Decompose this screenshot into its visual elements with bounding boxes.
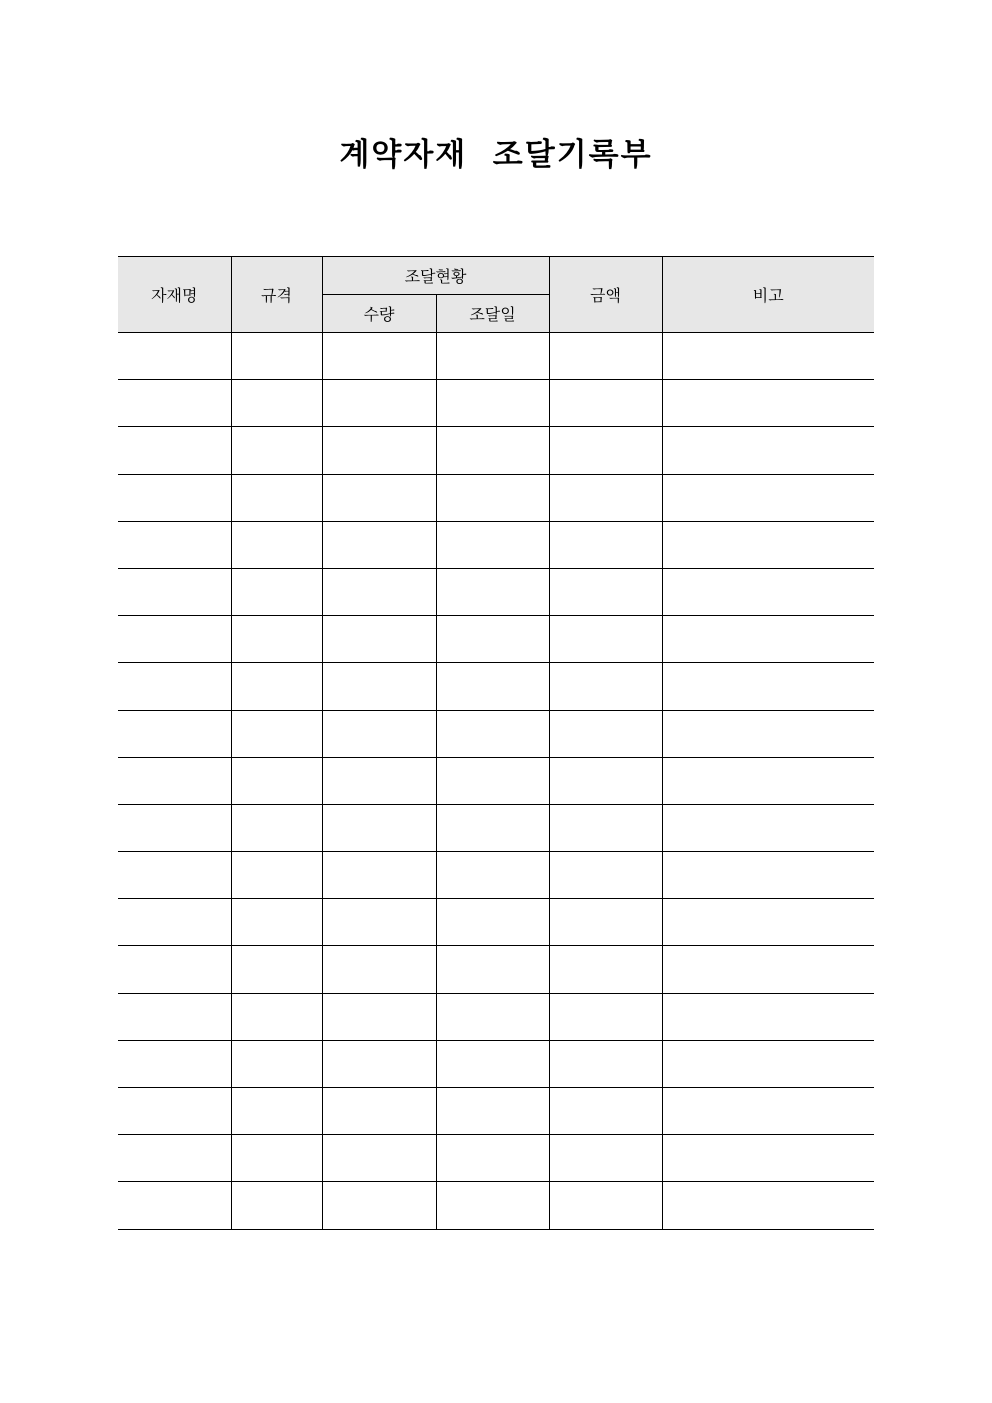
cell-spec[interactable]	[231, 852, 322, 899]
cell-spec[interactable]	[231, 710, 322, 757]
cell-spec[interactable]	[231, 804, 322, 851]
cell-delivery-date[interactable]	[436, 852, 549, 899]
table-row	[118, 333, 874, 380]
cell-material-name[interactable]	[118, 899, 231, 946]
cell-amount[interactable]	[549, 663, 662, 710]
cell-amount[interactable]	[549, 946, 662, 993]
cell-spec[interactable]	[231, 1182, 322, 1229]
table-row	[118, 946, 874, 993]
cell-spec[interactable]	[231, 1135, 322, 1182]
document-title: 계약자재 조달기록부	[339, 137, 653, 173]
cell-remarks[interactable]	[662, 899, 874, 946]
cell-quantity[interactable]	[322, 1135, 436, 1182]
cell-material-name[interactable]	[118, 1182, 231, 1229]
cell-quantity[interactable]	[322, 663, 436, 710]
header-delivery-date: 조달일	[436, 295, 549, 333]
cell-delivery-date[interactable]	[436, 380, 549, 427]
cell-amount[interactable]	[549, 568, 662, 615]
cell-quantity[interactable]	[322, 757, 436, 804]
cell-amount[interactable]	[549, 993, 662, 1040]
cell-remarks[interactable]	[662, 616, 874, 663]
table-row	[118, 710, 874, 757]
cell-spec[interactable]	[231, 333, 322, 380]
cell-quantity[interactable]	[322, 804, 436, 851]
cell-amount[interactable]	[549, 1182, 662, 1229]
table-row	[118, 663, 874, 710]
cell-amount[interactable]	[549, 757, 662, 804]
cell-delivery-date[interactable]	[436, 1135, 549, 1182]
cell-amount[interactable]	[549, 1088, 662, 1135]
cell-quantity[interactable]	[322, 899, 436, 946]
cell-material-name[interactable]	[118, 1088, 231, 1135]
cell-quantity[interactable]	[322, 1088, 436, 1135]
cell-delivery-date[interactable]	[436, 804, 549, 851]
cell-spec[interactable]	[231, 380, 322, 427]
cell-delivery-date[interactable]	[436, 1040, 549, 1087]
cell-material-name[interactable]	[118, 616, 231, 663]
table-row	[118, 616, 874, 663]
cell-amount[interactable]	[549, 1040, 662, 1087]
cell-material-name[interactable]	[118, 474, 231, 521]
cell-amount[interactable]	[549, 1135, 662, 1182]
table-row	[118, 568, 874, 615]
cell-spec[interactable]	[231, 899, 322, 946]
cell-remarks[interactable]	[662, 1088, 874, 1135]
table-row	[118, 1182, 874, 1229]
cell-remarks[interactable]	[662, 380, 874, 427]
cell-quantity[interactable]	[322, 521, 436, 568]
procurement-record-table	[118, 256, 874, 1230]
cell-remarks[interactable]	[662, 1182, 874, 1229]
cell-delivery-date[interactable]	[436, 993, 549, 1040]
cell-amount[interactable]	[549, 710, 662, 757]
cell-remarks[interactable]	[662, 993, 874, 1040]
cell-material-name[interactable]	[118, 1135, 231, 1182]
cell-delivery-date[interactable]	[436, 757, 549, 804]
cell-material-name[interactable]	[118, 427, 231, 474]
cell-remarks[interactable]	[662, 946, 874, 993]
header-amount: 금액	[549, 257, 662, 333]
cell-material-name[interactable]	[118, 993, 231, 1040]
cell-delivery-date[interactable]	[436, 899, 549, 946]
table-row	[118, 427, 874, 474]
cell-remarks[interactable]	[662, 1135, 874, 1182]
cell-quantity[interactable]	[322, 333, 436, 380]
table-row	[118, 993, 874, 1040]
cell-quantity[interactable]	[322, 616, 436, 663]
cell-amount[interactable]	[549, 616, 662, 663]
header-procurement-status: 조달현황	[322, 257, 549, 295]
cell-delivery-date[interactable]	[436, 946, 549, 993]
cell-delivery-date[interactable]	[436, 663, 549, 710]
cell-amount[interactable]	[549, 899, 662, 946]
cell-spec[interactable]	[231, 946, 322, 993]
cell-spec[interactable]	[231, 993, 322, 1040]
cell-material-name[interactable]	[118, 757, 231, 804]
cell-spec[interactable]	[231, 427, 322, 474]
cell-remarks[interactable]	[662, 521, 874, 568]
table-row	[118, 757, 874, 804]
cell-amount[interactable]	[549, 427, 662, 474]
cell-material-name[interactable]	[118, 568, 231, 615]
cell-delivery-date[interactable]	[436, 710, 549, 757]
cell-material-name[interactable]	[118, 852, 231, 899]
header-material-name: 자재명	[118, 257, 231, 333]
cell-quantity[interactable]	[322, 568, 436, 615]
header-quantity: 수량	[322, 295, 436, 333]
cell-delivery-date[interactable]	[436, 521, 549, 568]
table-row	[118, 380, 874, 427]
table-row	[118, 852, 874, 899]
cell-remarks[interactable]	[662, 710, 874, 757]
cell-delivery-date[interactable]	[436, 1088, 549, 1135]
table-row	[118, 1088, 874, 1135]
cell-spec[interactable]	[231, 568, 322, 615]
cell-spec[interactable]	[231, 757, 322, 804]
cell-delivery-date[interactable]	[436, 474, 549, 521]
cell-spec[interactable]	[231, 1040, 322, 1087]
cell-delivery-date[interactable]	[436, 616, 549, 663]
cell-material-name[interactable]	[118, 1040, 231, 1087]
cell-material-name[interactable]	[118, 521, 231, 568]
cell-spec[interactable]	[231, 521, 322, 568]
cell-quantity[interactable]	[322, 946, 436, 993]
cell-spec[interactable]	[231, 616, 322, 663]
cell-quantity[interactable]	[322, 852, 436, 899]
cell-quantity[interactable]	[322, 1040, 436, 1087]
cell-spec[interactable]	[231, 663, 322, 710]
table-row	[118, 521, 874, 568]
table-body	[118, 333, 874, 1230]
cell-material-name[interactable]	[118, 946, 231, 993]
table-row	[118, 804, 874, 851]
cell-remarks[interactable]	[662, 757, 874, 804]
cell-amount[interactable]	[549, 852, 662, 899]
header-remarks: 비고	[662, 257, 874, 333]
cell-material-name[interactable]	[118, 333, 231, 380]
cell-spec[interactable]	[231, 474, 322, 521]
table-row	[118, 1040, 874, 1087]
cell-quantity[interactable]	[322, 710, 436, 757]
table-row	[118, 1135, 874, 1182]
cell-delivery-date[interactable]	[436, 333, 549, 380]
cell-remarks[interactable]	[662, 568, 874, 615]
header-spec: 규격	[231, 257, 322, 333]
cell-remarks[interactable]	[662, 474, 874, 521]
header-row-top	[118, 257, 874, 295]
cell-amount[interactable]	[549, 333, 662, 380]
cell-remarks[interactable]	[662, 427, 874, 474]
cell-remarks[interactable]	[662, 852, 874, 899]
cell-quantity[interactable]	[322, 380, 436, 427]
cell-material-name[interactable]	[118, 663, 231, 710]
cell-quantity[interactable]	[322, 474, 436, 521]
cell-remarks[interactable]	[662, 333, 874, 380]
cell-amount[interactable]	[549, 521, 662, 568]
cell-delivery-date[interactable]	[436, 427, 549, 474]
table-row	[118, 474, 874, 521]
cell-delivery-date[interactable]	[436, 568, 549, 615]
cell-quantity[interactable]	[322, 1182, 436, 1229]
cell-quantity[interactable]	[322, 993, 436, 1040]
cell-remarks[interactable]	[662, 1040, 874, 1087]
cell-remarks[interactable]	[662, 663, 874, 710]
cell-material-name[interactable]	[118, 380, 231, 427]
cell-remarks[interactable]	[662, 804, 874, 851]
cell-amount[interactable]	[549, 474, 662, 521]
table-row	[118, 899, 874, 946]
cell-spec[interactable]	[231, 1088, 322, 1135]
cell-quantity[interactable]	[322, 427, 436, 474]
cell-amount[interactable]	[549, 380, 662, 427]
cell-delivery-date[interactable]	[436, 1182, 549, 1229]
cell-amount[interactable]	[549, 804, 662, 851]
cell-material-name[interactable]	[118, 710, 231, 757]
cell-material-name[interactable]	[118, 804, 231, 851]
